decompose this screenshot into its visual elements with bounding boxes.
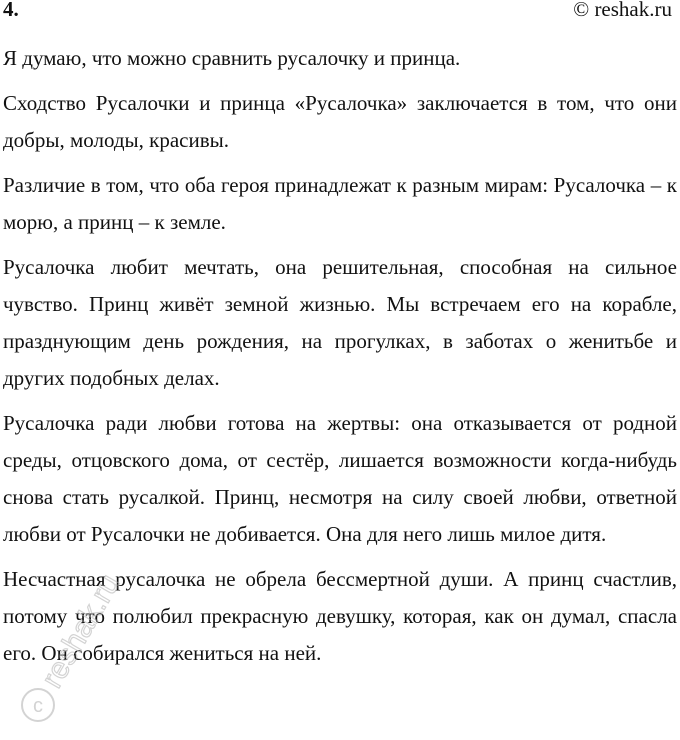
- document-body: [3, 40, 677, 684]
- svg-text:c: c: [33, 695, 43, 717]
- paragraph-intro: Я думаю, что можно сравнить русалочку и принца.: [3, 46, 461, 70]
- page-header: [0, 0, 680, 24]
- copyright-notice: © reshak.ru: [573, 0, 672, 21]
- paragraph-similarity: Сходство Русалочки и принца «Русалочка» заключается в том, что они добры, молоды, красивы.: [3, 91, 677, 152]
- paragraph-ending: Несчастная русалочка не обрела бессмертной души. А принц счастлив, потому что полюбил прекрасную девушку, которая, как он думал, спасла его. Он собирался жениться на ней.: [3, 567, 677, 665]
- paragraph-characters: Русалочка любит мечтать, она решительная, способная на сильное чувство. Принц живёт земной жизнью. Мы встречаем его на корабле, празднующим день рождения, на прогулках, в заботах о женитьбе и других подобных делах.: [3, 255, 677, 390]
- paragraph-sacrifice: Русалочка ради любви готова на жертвы: она отказывается от родной среды, отцовского дома, от сестёр, лишается возможности когда-нибудь снова стать русалкой. Принц, несмотря на силу своей любви, ответной любви от Русалочки не добивается. Она для него лишь милое дитя.: [3, 411, 677, 546]
- watermark-text: reshak.ru: [35, 568, 127, 694]
- copyright-circle-icon: [22, 689, 54, 721]
- paragraph-difference: Различие в том, что оба героя принадлежат к разным мирам: Русалочка – к морю, а принц – к земле.: [3, 173, 677, 234]
- task-number: 4.: [3, 0, 19, 21]
